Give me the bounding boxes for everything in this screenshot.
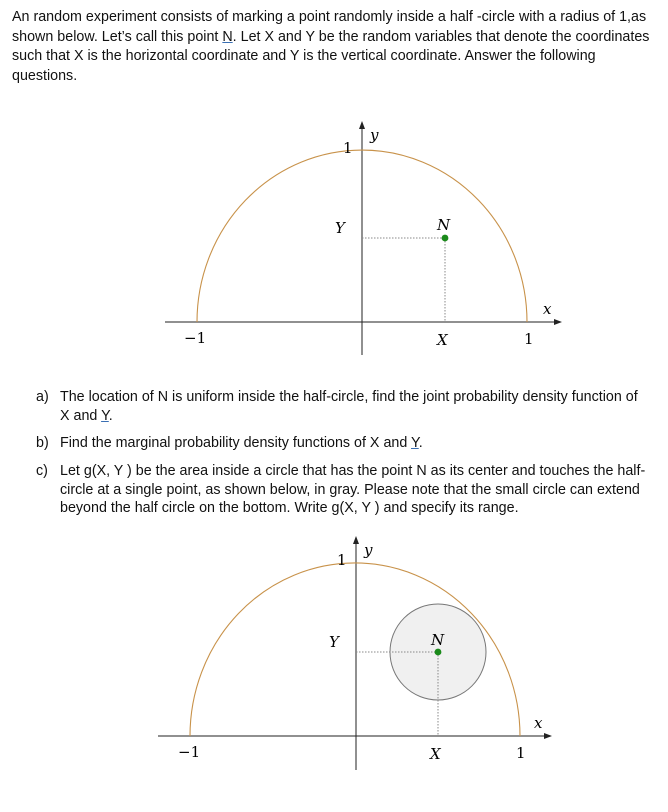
- y-axis-label: y: [370, 126, 379, 144]
- N-label: N: [431, 631, 445, 649]
- question-b: [36, 434, 646, 453]
- right-tick-label: 1: [524, 330, 534, 348]
- X-label: X: [430, 745, 441, 763]
- question-b-tail: Y: [411, 435, 419, 451]
- question-b-letter: b): [36, 435, 49, 451]
- question-list: [36, 388, 646, 528]
- N-label: N: [437, 216, 451, 234]
- y-axis-arrow-icon: [359, 121, 365, 129]
- question-c-letter: c): [36, 463, 48, 479]
- intro-text-2: . Let X and Y be the random variables that denote the coordinates such that X is the horizontal coordinate and Y is the vertical coordinate. Answer the following questions.: [12, 28, 650, 84]
- y-axis-arrow-icon: [353, 536, 359, 544]
- question-a: [36, 388, 646, 425]
- half-circle-figure-2: [0, 530, 668, 812]
- question-a-body: The location of N is uniform inside the half-circle, find the joint probability density function of X and: [60, 389, 638, 424]
- question-a-end: .: [108, 407, 113, 424]
- question-b-text: [60, 434, 646, 453]
- left-tick-label: −1: [184, 329, 207, 347]
- question-c-text-3: (X, Y ) and specify its range.: [339, 500, 519, 516]
- x-axis-label: x: [543, 300, 552, 318]
- half-circle-figure-1: [0, 0, 668, 380]
- x-axis-arrow-icon: [544, 733, 552, 739]
- question-a-text: [60, 388, 646, 425]
- top-tick-label: 1: [343, 139, 353, 157]
- question-b-end: .: [418, 435, 423, 451]
- point-n-marker: [442, 235, 449, 242]
- x-axis-arrow-icon: [554, 319, 562, 325]
- X-label: X: [437, 331, 448, 349]
- question-c-g1: g: [83, 463, 92, 479]
- question-c-g2: g: [331, 500, 340, 516]
- Y-label: Y: [329, 633, 339, 651]
- question-c-text-1: Let: [60, 463, 84, 479]
- top-tick-label: 1: [337, 551, 347, 569]
- question-c-text: [60, 462, 646, 518]
- x-axis-label: x: [534, 714, 543, 732]
- question-c-text-2: (X, Y ) be the area inside a circle that has the point N as its center and touches the half-circle at a single point, as shown below, in gray. Please note that the small circle can extend beyond the half circle on the bottom. Write: [60, 463, 646, 516]
- intro-text-1: An random experiment consists of marking a point randomly inside a half -circle with a radius of 1,as shown below. Let’s call this point: [12, 9, 647, 45]
- question-a-tail: Y: [101, 407, 109, 424]
- question-b-body: Find the marginal probability density functions of X and: [60, 435, 412, 451]
- intro-point-name: N: [222, 28, 233, 45]
- question-c: [36, 462, 646, 518]
- question-a-letter: a): [36, 389, 49, 405]
- Y-label: Y: [335, 219, 345, 237]
- point-n-marker: [435, 649, 442, 656]
- y-axis-label: y: [364, 541, 373, 559]
- left-tick-label: −1: [178, 743, 201, 761]
- right-tick-label: 1: [516, 744, 526, 762]
